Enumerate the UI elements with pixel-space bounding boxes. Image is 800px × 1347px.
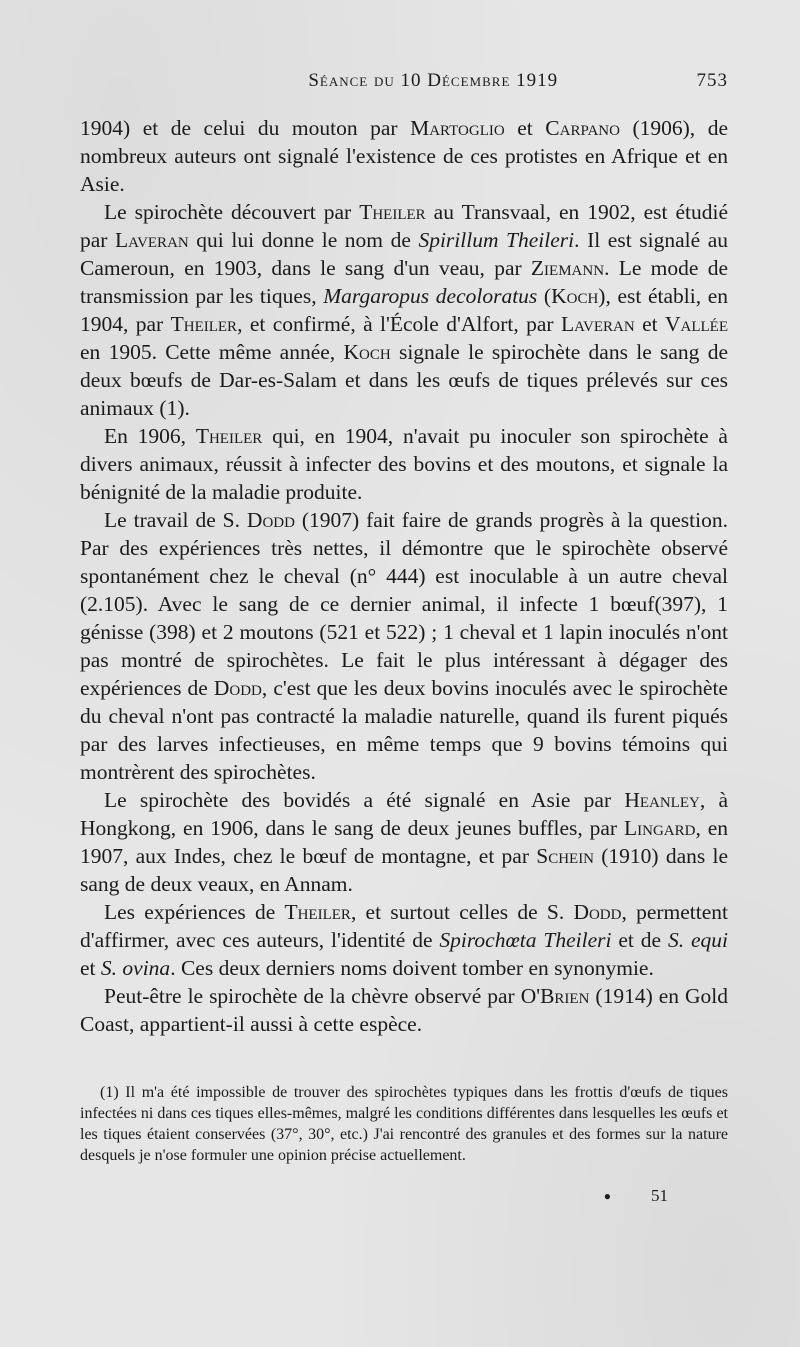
text-run: et de xyxy=(611,928,668,952)
text-run: , en 1907, aux Indes, chez le bœuf de montagne, et par xyxy=(80,816,728,868)
text-run: et xyxy=(504,116,546,140)
author-name: Martoglio xyxy=(410,116,505,140)
author-name: Theiler xyxy=(284,900,351,924)
text-run: et xyxy=(80,956,101,980)
text-run: en 1905. Cette même année, xyxy=(80,340,344,364)
text-run: Le spirochète des bovidés a été signalé en Asie par xyxy=(104,788,625,812)
text-run: 1904) et de celui du mouton par xyxy=(80,116,411,140)
text-run: , permettent d'affirmer, avec ces auteurs, l'identité de xyxy=(80,900,728,952)
paragraph xyxy=(80,786,728,898)
author-name: Heanley xyxy=(624,788,700,812)
text-run: (1914) en Gold Coast, appartient-il aussi à cette espèce. xyxy=(80,984,728,1036)
text-run: (1907) fait faire de grands progrès à la question. Par des expériences très nettes, il démontre que le spirochète observé spontanément chez le cheval (n° 444) est inoculable à un autre cheval (2.105). Avec le sang de ce dernier animal, il infecte 1 bœuf(397), 1 génisse (398) et 2 moutons (521 et 522) ; 1 cheval et 1 lapin inoculés n'ont pas montré de spirochètes. Le fait le plus intéressant à dégager des expériences de xyxy=(80,508,728,700)
text-run: , c'est que les deux bovins inoculés avec le spirochète du cheval n'ont pas contracté la maladie naturelle, quand ils furent piqués par des larves infectieuses, en même temps que 9 bovins témoins qui montrèrent des spirochètes. xyxy=(80,676,728,784)
body-text xyxy=(80,114,728,1038)
paragraph xyxy=(80,898,728,982)
paragraph xyxy=(80,114,728,198)
author-name: Laveran xyxy=(560,312,635,336)
running-header xyxy=(80,70,728,92)
author-name: Dodd xyxy=(573,900,622,924)
running-title: Séance du 10 Décembre 1919 xyxy=(308,70,559,91)
text-run: , et surtout celles de S. xyxy=(350,900,574,924)
author-name: Theiler xyxy=(195,424,263,448)
text-run: qui, en 1904, n'avait pu inoculer son spirochète à divers animaux, réussit à infecter des bovins et des moutons, et signale la bénignité de la maladie produite. xyxy=(80,424,728,504)
author-name: Koch xyxy=(551,284,599,308)
text-run: ), est établi, en 1904, par xyxy=(80,284,728,336)
text-run: (1910) dans le sang de deux veaux, en Annam. xyxy=(80,844,728,896)
species-name: Spirochœta Theileri xyxy=(439,928,612,952)
text-run: ( xyxy=(537,284,552,308)
text-run: , et confirmé, à l'École d'Alfort, par xyxy=(237,312,561,336)
page-number: 753 xyxy=(696,70,728,91)
species-name: S. ovina xyxy=(100,956,171,980)
author-name: Schein xyxy=(536,844,595,868)
paragraph xyxy=(80,506,728,786)
text-run: . Ces deux derniers noms doivent tomber en synonymie. xyxy=(170,956,654,980)
author-name: Carpano xyxy=(545,116,620,140)
author-name: Theiler xyxy=(359,200,426,224)
text-run: Peut-être le spirochète de la chèvre observé par xyxy=(104,984,521,1008)
text-run: (1906), de nombreux auteurs ont signalé l'existence de ces protistes en Afrique et en Asie. xyxy=(80,116,728,196)
paragraph xyxy=(80,198,728,422)
text-run: qui lui donne le nom de xyxy=(188,228,419,252)
footnote: (1) Il m'a été impossible de trouver des spirochètes typiques dans les frottis d'œufs de tiques infectées ni dans ces tiques elles-mêmes, malgré les conditions différentes dans lesquelles les œufs et les tiques étaient conservées (37°, 30°, etc.) J'ai rencontré des granules et des formes sur la nature desquels je n'ose formuler une opinion précise actuellement. xyxy=(80,1084,728,1164)
signature-mark: ● xyxy=(603,1188,611,1203)
author-name: Laveran xyxy=(115,228,189,252)
text-run: . Il est signalé au Cameroun, en 1903, dans le sang d'un veau, par xyxy=(80,228,728,280)
author-name: Lingard xyxy=(623,816,696,840)
species-name: S. equi xyxy=(667,928,728,952)
footnote-spacer xyxy=(80,1038,728,1066)
text-run: . Le mode de transmission par les tiques, xyxy=(80,256,728,308)
text-run: signale le spirochète dans le sang de deux bœufs de Dar-es-Salam et dans les œufs de tiques prélevés sur ces animaux (1). xyxy=(80,340,728,420)
text-run: au Transvaal, en 1902, est étudié par xyxy=(80,200,728,252)
paragraph xyxy=(80,422,728,506)
author-name: Dodd xyxy=(213,676,262,700)
author-name: Ziemann xyxy=(530,256,605,280)
text-run: Les expériences de xyxy=(104,900,285,924)
signature-number: 51 xyxy=(651,1186,668,1205)
text-run: , à Hongkong, en 1906, dans le sang de deux jeunes buffles, par xyxy=(80,788,728,840)
text-run: Le travail de S. xyxy=(104,508,247,532)
author-name: Koch xyxy=(343,340,391,364)
author-name: Vallée xyxy=(664,312,728,336)
species-name: Spirillum Theileri xyxy=(418,228,575,252)
author-name: Theiler xyxy=(170,312,238,336)
signature-line xyxy=(80,1186,728,1206)
paragraph xyxy=(80,982,728,1038)
text-run: et xyxy=(634,312,665,336)
text-run: En 1906, xyxy=(104,424,196,448)
author-name: O'Brien xyxy=(520,984,590,1008)
author-name: Dodd xyxy=(246,508,295,532)
text-run: Le spirochète découvert par xyxy=(104,200,360,224)
species-name: Margaropus decoloratus xyxy=(323,284,538,308)
